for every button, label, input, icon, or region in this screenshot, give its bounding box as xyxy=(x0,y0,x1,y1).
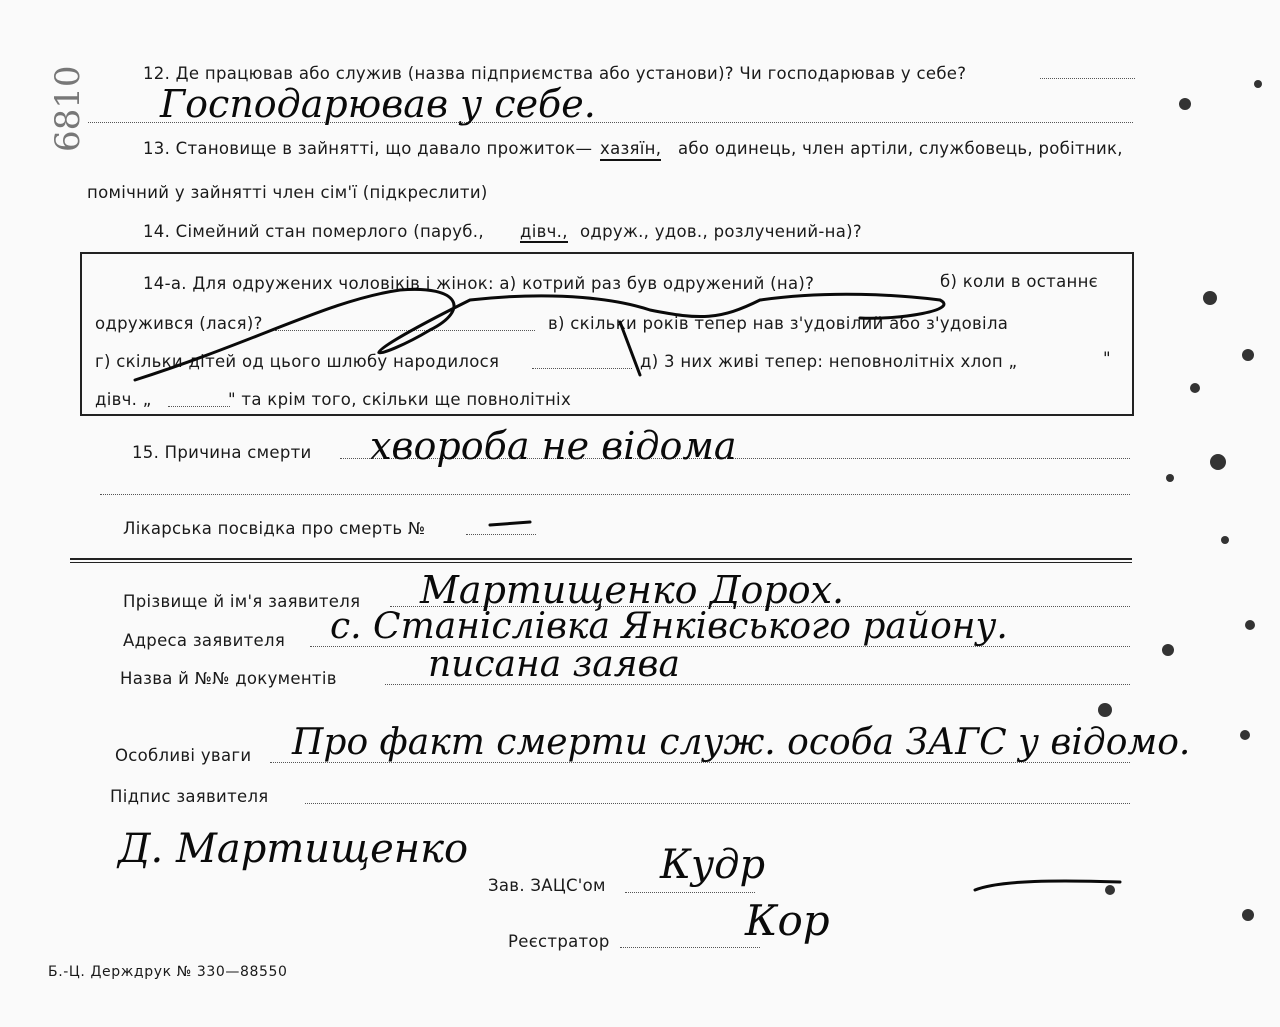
applicant-address-label: Адреса заявителя xyxy=(123,631,286,650)
notes-label: Особливі уваги xyxy=(115,746,252,765)
question-14a-line4-a: дівч. „ xyxy=(95,390,152,409)
applicant-name-label: Прізвище й ім'я заявителя xyxy=(123,592,361,611)
question-13-part2: або одинець, член артіли, службовець, робітник, xyxy=(678,139,1123,158)
medical-certificate-label: Лікарська посвідка про смерть № xyxy=(123,519,426,538)
question-13-hazyain: хазяїн, xyxy=(600,139,661,161)
applicant-address: с. Станіслівка Янківського району. xyxy=(330,606,1008,647)
signature-label: Підпис заявителя xyxy=(110,787,269,806)
registrar-label: Реєстратор xyxy=(508,932,610,951)
head-of-registry-label: Зав. ЗАЦС'ом xyxy=(488,876,606,895)
notes-value: Про факт смерти служ. особа ЗАГС у відомо. xyxy=(292,722,1191,763)
question-14a-line1-b: б) коли в останнє xyxy=(940,272,1099,291)
question-13-part1: 13. Становище в зайнятті, що давало прожиток— xyxy=(143,139,593,158)
documents-value: писана заява xyxy=(428,644,680,685)
question-14a-line3-a: г) скільки дітей од цього шлюбу народилося xyxy=(95,352,500,371)
documents-label: Назва й №№ документів xyxy=(120,669,337,688)
question-14-divch: дівч., xyxy=(520,222,568,241)
q15-answer: хвороба не відома xyxy=(370,424,737,468)
registrar-signature: Кор xyxy=(745,896,830,945)
q12-answer: Господарював у себе. xyxy=(160,82,596,126)
question-14a-line1: 14-а. Для одружених чоловіків і жінок: а) котрий раз був одружений (на)? xyxy=(143,274,815,293)
question-14-part1: 14. Сімейний стан померлого (паруб., xyxy=(143,222,484,241)
margin-number: 6810 xyxy=(48,65,88,152)
question-14a-line4-b: " та крім того, скільки ще повнолітніх xyxy=(228,390,572,409)
question-14-part2: одруж., удов., розлучений-на)? xyxy=(580,222,862,241)
applicant-name: Мартищенко Дорох. xyxy=(420,568,845,612)
question-14a-line2-a: одружився (лася)? xyxy=(95,314,263,333)
head-signature: Кудр xyxy=(660,842,766,888)
question-12: 12. Де працював або служив (назва підприємства або установи)? Чи господарював у себе? xyxy=(143,64,967,83)
question-14a-line2-b: в) скільки років тепер нав з'удовілий або з'удовіла xyxy=(548,314,1009,333)
question-14a-line3-c: " xyxy=(1103,349,1111,368)
applicant-signature: Д. Мартищенко xyxy=(118,826,469,872)
question-14a-line3-b: д) 3 них живі тепер: неповнолітніх хлоп „ xyxy=(640,352,1018,371)
printer-imprint: Б.-Ц. Держдрук № 330—88550 xyxy=(48,964,288,980)
question-15: 15. Причина смерти xyxy=(132,443,312,462)
question-13-line2: помічний у зайнятті член сім'ї (підкреслити) xyxy=(87,183,488,202)
